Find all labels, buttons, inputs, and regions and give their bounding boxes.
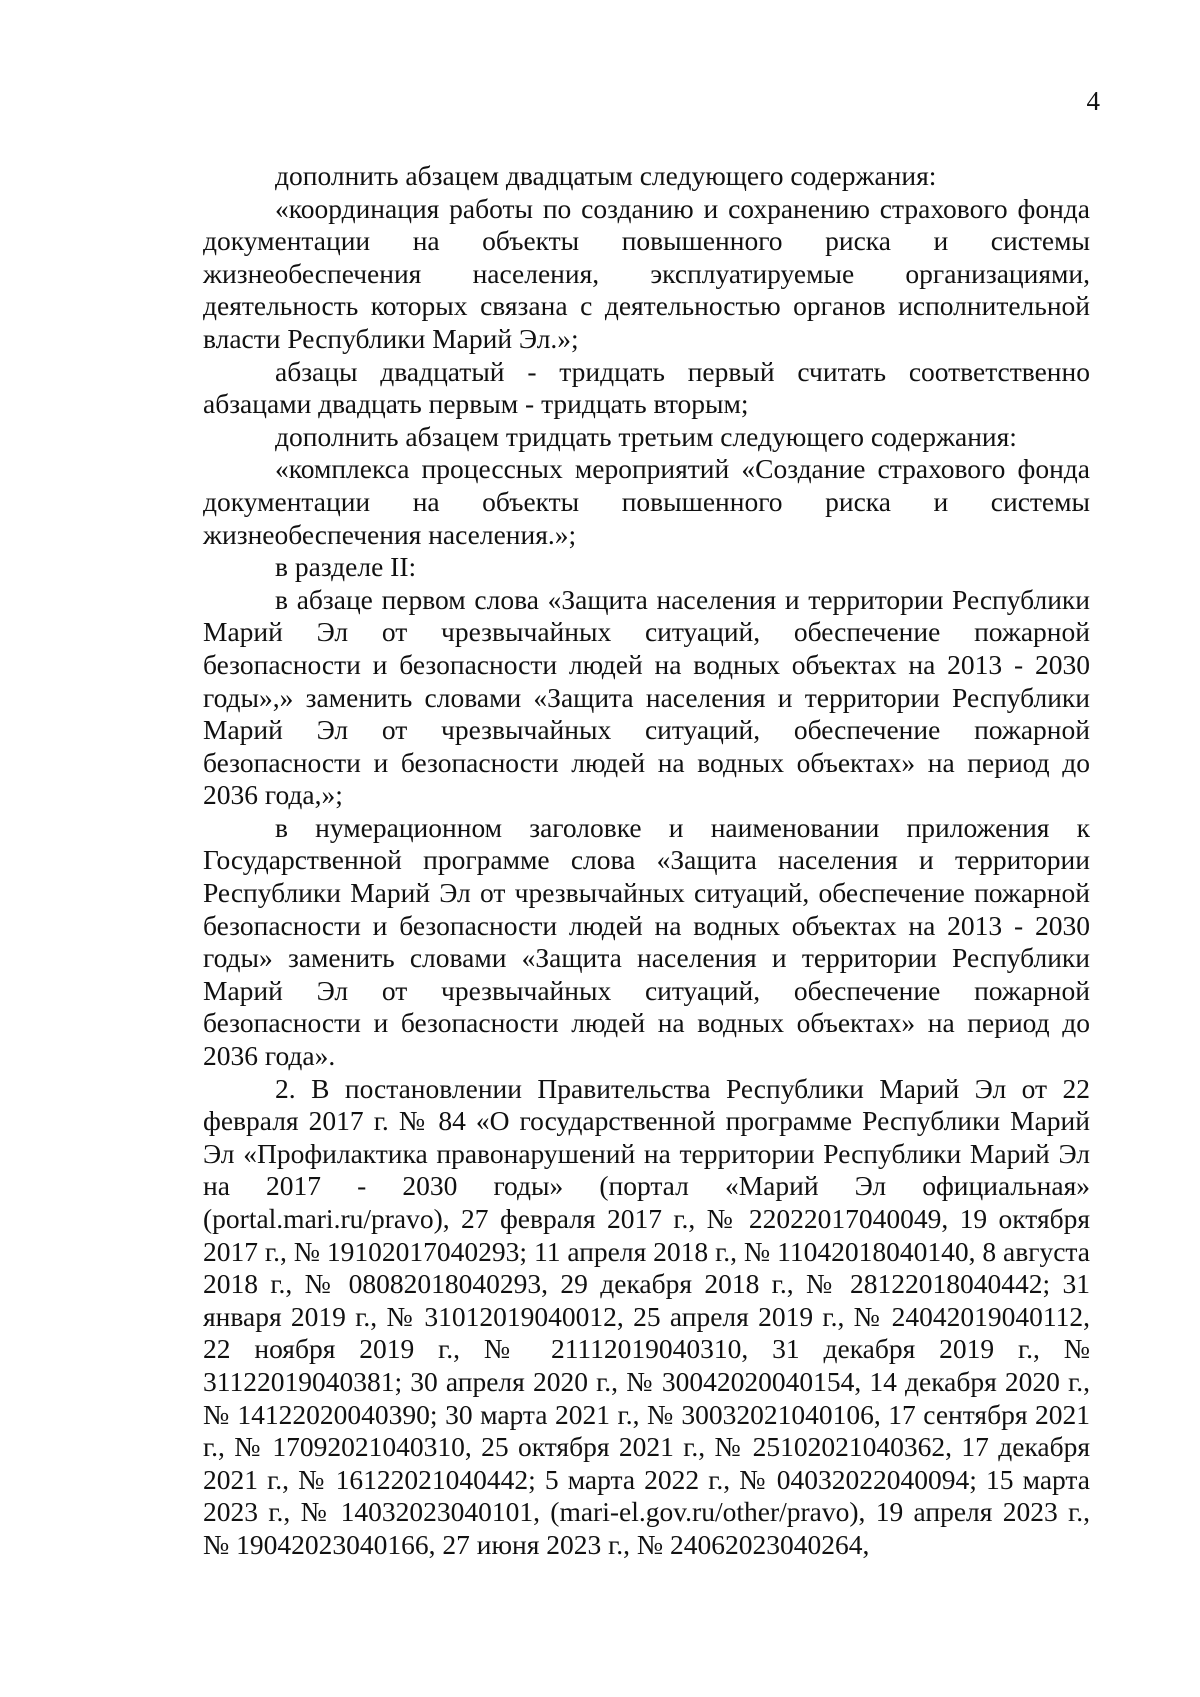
paragraph: в абзаце первом слова «Защита населения и территории Республики Марий Эл от чрезвычайных ситуаций, обеспечение пожарной безопасности и безопасности людей на водных объектах на 2013 - 2030 годы»,» заменить словами «Защита населения и территории Республики Марий Эл от чрезвычайных ситуаций, обеспечение пожарной безопасности и безопасности людей на водных объектах» на период до 2036 года,»; <box>203 583 1090 811</box>
paragraph: абзацы двадцатый - тридцать первый считать соответственно абзацами двадцать первым - тридцать вторым; <box>203 355 1090 420</box>
document-body <box>203 160 1090 1562</box>
paragraph: «комплекса процессных мероприятий «Создание страхового фонда документации на объекты повышенного риска и системы жизнеобеспечения населения.»; <box>203 453 1090 550</box>
paragraph: дополнить абзацем тридцать третьим следующего содержания: <box>275 420 1017 452</box>
paragraph: в разделе II: <box>275 551 417 583</box>
paragraph: в нумерационном заголовке и наименовании приложения к Государственной программе слова «Защита населения и территории Республики Марий Эл от чрезвычайных ситуаций, обеспечение пожарной безопасности и безопасности людей на водных объектах на 2013 - 2030 годы» заменить словами «Защита населения и территории Республики Марий Эл от чрезвычайных ситуаций, обеспечение пожарной безопасности и безопасности людей на водных объектах» на период до 2036 года». <box>203 811 1090 1072</box>
paragraph: 2. В постановлении Правительства Республики Марий Эл от 22 февраля 2017 г. № 84 «О государственной программе Республики Марий Эл «Профилактика правонарушений на территории Республики Марий Эл на 2017 - 2030 годы» (портал «Марий Эл официальная» (portal.mari.ru/pravo), 27 февраля 2017 г., № 22022017040049, 19 октября 2017 г., № 19102017040293; 11 апреля 2018 г., № 11042018040140, 8 августа 2018 г., № 08082018040293, 29 декабря 2018 г., № 28122018040442; 31 января 2019 г., № 31012019040012, 25 апреля 2019 г., № 24042019040112, 22 ноября 2019 г., № 21112019040310, 31 декабря 2019 г., № 31122019040381; 30 апреля 2020 г., № 30042020040154, 14 декабря 2020 г., № 14122020040390; 30 марта 2021 г., № 30032021040106, 17 сентября 2021 г., № 17092021040310, 25 октября 2021 г., № 25102021040362, 17 декабря 2021 г., № 16122021040442; 5 марта 2022 г., № 04032022040094; 15 марта 2023 г., № 14032023040101, (mari-el.gov.ru/other/pravo), 19 апреля 2023 г., № 19042023040166, 27 июня 2023 г., № 24062023040264, <box>203 1072 1090 1560</box>
paragraph: дополнить абзацем двадцатым следующего содержания: <box>275 160 937 191</box>
page-number: 4 <box>1086 86 1100 116</box>
paragraph: «координация работы по созданию и сохранению страхового фонда документации на объекты повышенного риска и системы жизнеобеспечения населения, эксплуатируемые организациями, деятельность которых связана с деятельностью органов исполнительной власти Республики Марий Эл.»; <box>203 192 1090 354</box>
